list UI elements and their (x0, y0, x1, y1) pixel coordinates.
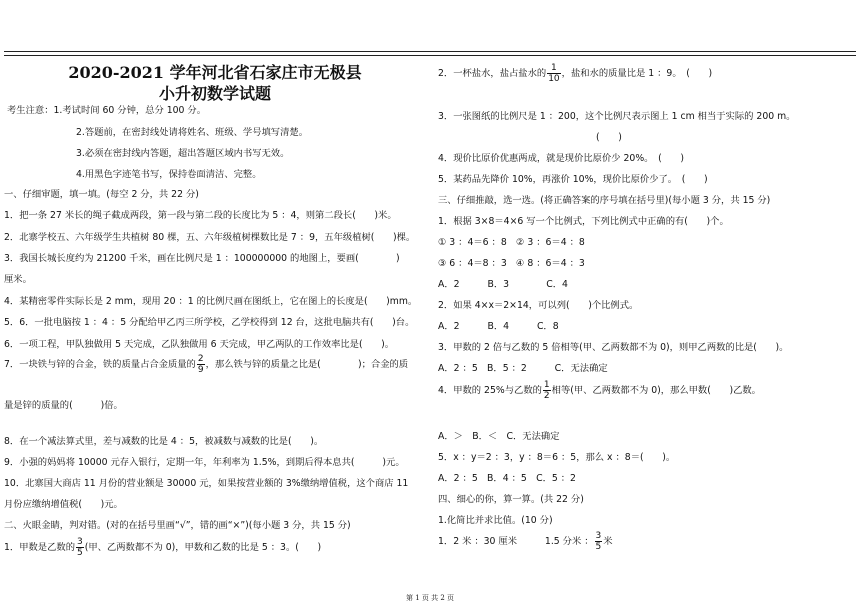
question-line: 1．把一条 27 米长的绳子截成两段，第一段与第二段的长度比为 5 ：4，则第二段长( )米。 (4, 210, 397, 221)
fraction-numerator: 3 (77, 537, 83, 547)
option-line: A．2 B．4 C．8 (438, 321, 559, 332)
fraction-numerator: 1 (543, 380, 550, 390)
fraction-three-fifths-calc (595, 531, 603, 552)
question-line: 3．甲数的 2 倍与乙数的 5 倍相等(甲、乙两数都不为 0)，则甲乙两数的比是( )。 (438, 342, 789, 353)
option-line: A．＞ B．＜ C．无法确定 (438, 431, 560, 442)
option-line: A．2 ：5 B．4 ：5 C．5 ：2 (438, 473, 576, 484)
question-line: 10．北寨国大商店 11 月份的营业额是 30000 元，如果按营业额的 3%缴纳增值税，这个商店 11 (4, 478, 409, 489)
notice-4: 4.用黑色字迹笔书写，保持卷面清洁、完整。 (76, 169, 262, 180)
question-line: 厘米。 (4, 274, 32, 285)
question-7-part-2: ，那么铁与锌的质量之比是( )；合金的质 (205, 359, 409, 370)
notice-1: 考生注意：1.考试时间 60 分钟，总分 100 分。 (7, 105, 207, 116)
question-line: 9．小强的妈妈将 10000 元存入银行，定期一年，年利率为 1.5%，到期后得本息共( )元。 (4, 457, 405, 468)
judge-1-part-2: (甲、乙两数都不为 0)，甲数和乙数的比是 5 ：3。( ) (84, 542, 322, 553)
fraction-two-ninths (197, 354, 205, 375)
question-line: 1.化简比并求比值。(10 分) (438, 515, 553, 526)
question-7 (4, 354, 408, 375)
choice-question-4 (438, 380, 761, 401)
section-3-heading: 三、仔细推敲，选一选。(将正确答案的序号填在括号里)(每小题 3 分，共 15 分) (438, 195, 771, 206)
question-line: 5．x ：y＝2 ：3，y ：8＝6 ：5，那么 x ：8＝( )。 (438, 452, 676, 463)
fraction-denominator: 9 (197, 365, 204, 375)
fraction-numerator: 1 (547, 63, 560, 74)
question-line: 3．一张图纸的比例尺是 1 ：200，这个比例尺表示图上 1 cm 相当于实际的 200 m。 (438, 111, 796, 122)
top-rule (4, 51, 856, 52)
question-line: 5．6．一批电脑按 1 ：4 ：5 分配给甲乙丙三所学校，乙学校得到 12 台，这批电脑共有( )台。 (4, 317, 415, 328)
question-line: 2．北寨学校五、六年级学生共植树 80 棵，五、六年级植树棵数比是 7 ：9，五年级植树( )棵。 (4, 232, 416, 243)
calc-question-1 (438, 531, 613, 552)
option-line: ① 3 ：4＝6 ：8 ② 3 ：6＝4 ：8 (438, 237, 585, 248)
fraction-numerator: 3 (595, 531, 602, 541)
fraction-denominator: 10 (548, 74, 560, 84)
fraction-one-half (543, 380, 551, 401)
option-line: ③ 6 ：4＝8 ：3 ④ 8 ：6＝4 ：3 (438, 258, 585, 269)
option-line: A．2 B．3 C．4 (438, 279, 568, 290)
title-line-2: 小升初数学试题 (158, 84, 271, 103)
calc-1-part-1: 1．2 米 ：30 厘米 1.5 分米 ： (438, 536, 594, 547)
fraction-denominator: 5 (595, 542, 602, 552)
question-line: 4．某精密零件实际长是 2 mm，现用 20 ：1 的比例尺画在图纸上，它在图上的长度是( )mm。 (4, 296, 418, 307)
notice-2: 2.答题前，在密封线处请将姓名、班级、学号填写清楚。 (76, 127, 308, 138)
notice-3: 3.必须在密封线内答题，超出答题区域内书写无效。 (76, 148, 290, 159)
question-line: 4．现价比原价优惠两成，就是现价比原价少 20%。 ( ) (438, 153, 684, 164)
judge-2-part-1: 2．一杯盐水，盐占盐水的 (438, 68, 547, 79)
question-line: 5．某药品先降价 10%，再涨价 10%，现价比原价少了。 ( ) (438, 174, 708, 185)
page-footer: 第 1 页 共 2 页 (405, 594, 455, 602)
title-line-1: 2020-2021 学年河北省石家庄市无极县 (68, 63, 362, 82)
fraction-denominator: 2 (543, 391, 550, 401)
judge-1-part-1: 1．甲数是乙数的 (4, 542, 75, 553)
section-4-heading: 四、细心的你，算一算。(共 22 分) (438, 494, 584, 505)
calc-1-unit: 米 (603, 536, 613, 547)
fraction-denominator: 5 (77, 548, 83, 558)
judge-2-part-2: ，盐和水的质量比是 1 ：9。 ( ) (561, 68, 713, 79)
question-line: 2．如果 4×x＝2×14，可以列( )个比例式。 (438, 300, 639, 311)
question-line: 3．我国长城长度约为 21200 千米，画在比例尺是 1 ：100000000 的地图上，要画( ) (4, 253, 400, 264)
section-2-heading: 二、火眼金睛，判对错。(对的在括号里画“√”，错的画“×”)(每小题 3 分，共 15 分) (4, 520, 351, 531)
section-1-heading: 一、仔细审题，填一填。(每空 2 分，共 22 分) (4, 189, 199, 200)
question-line: 6．一项工程，甲队独做用 5 天完成，乙队独做用 6 天完成，甲乙两队的工作效率比是( )。 (4, 339, 395, 350)
question-7-part-1: 7．一块铁与锌的合金，铁的质量占合金质量的 (4, 359, 196, 370)
question-line: 8．在一个减法算式里，差与减数的比是 4 ：5，被减数与减数的比是( )。 (4, 436, 324, 447)
option-line: A．2 ：5 B．5 ：2 C．无法确定 (438, 363, 608, 374)
top-rule-2 (4, 55, 856, 56)
judge-question-2 (438, 63, 712, 84)
fraction-numerator: 2 (197, 354, 204, 364)
judge-question-1 (4, 537, 321, 558)
question-line: ( ) (596, 132, 622, 143)
fraction-one-tenth (547, 63, 560, 84)
fraction-three-fifths (76, 537, 84, 558)
choice-4-part-1: 4．甲数的 25%与乙数的 (438, 385, 542, 396)
question-line: 量是锌的质量的( )倍。 (4, 400, 123, 411)
question-line: 月份应缴纳增值税( )元。 (4, 499, 123, 510)
choice-4-part-2: 相等(甲、乙两数都不为 0)，那么甲数( )乙数。 (551, 385, 761, 396)
question-line: 1．根据 3×8＝4×6 写一个比例式，下列比例式中正确的有( )个。 (438, 216, 729, 227)
